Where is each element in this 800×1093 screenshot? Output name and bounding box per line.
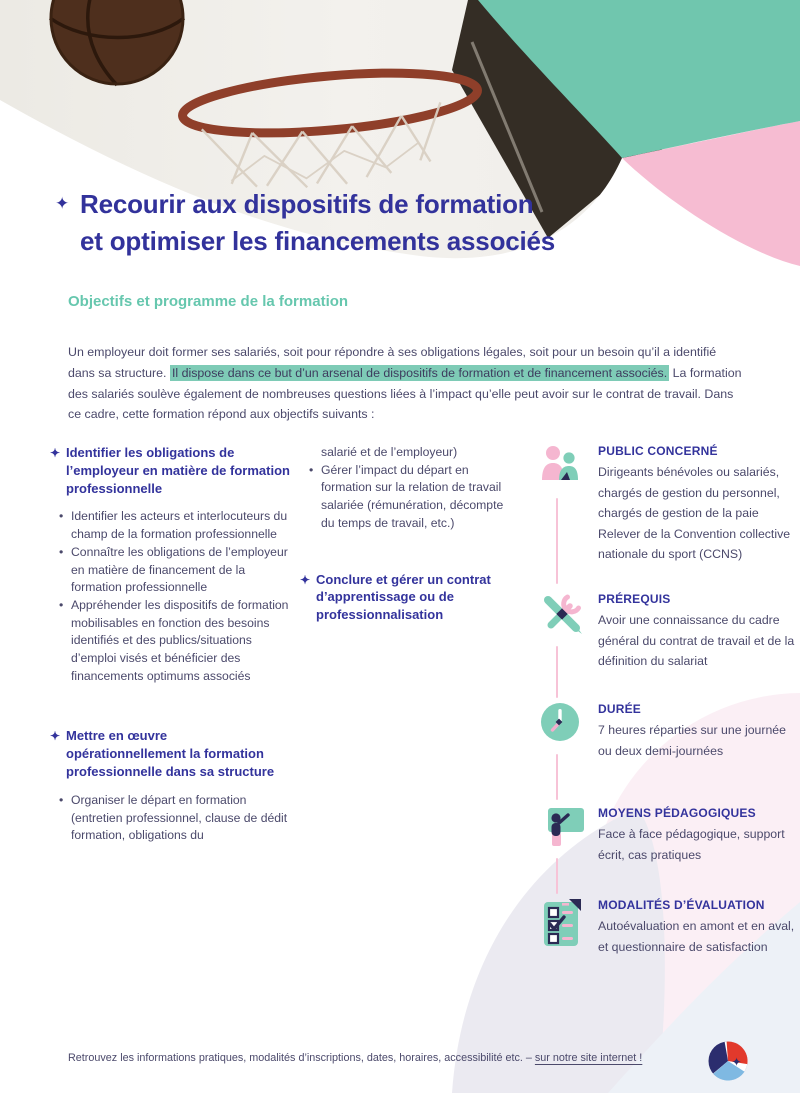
info-modalites-text: Autoévaluation en amont et en aval, et questionnaire de satisfaction: [598, 919, 795, 954]
objective-3-title: Conclure et gérer un contrat d’apprentissage ou de professionnalisation: [316, 571, 491, 623]
info-modalites: [540, 898, 796, 957]
info-moyens: [540, 806, 796, 865]
intro-highlight: Il dispose dans ce but d’un arsenal de dispositifs de formation et de financement associés.: [171, 365, 668, 380]
checklist-icon: [540, 898, 584, 950]
info-moyens-text: Face à face pédagogique, support écrit, cas pratiques: [598, 827, 785, 862]
website-link[interactable]: sur notre site internet !: [534, 1052, 643, 1064]
list-item: • Organiser le départ en formation (entretien professionnel, clause de dédit formation, obligations du: [55, 792, 290, 845]
info-public: [540, 444, 796, 565]
info-duree: [540, 702, 796, 761]
star-bullet-icon: [50, 444, 66, 497]
info-duree-text: 7 heures réparties sur une journée ou deux demi-journées: [598, 723, 786, 758]
objective-3-heading: [300, 571, 514, 624]
intro-text-after: La formation des salariés soulève également de nombreuses questions liées à l’impact qu’elle peut avoir sur le contrat de travail. Dans ce cadre, cette formation répond aux objectifs suivants :: [68, 365, 742, 422]
info-public-text1: Dirigeants bénévoles ou salariés, chargés de gestion du personnel, chargés de gestion de la paie: [598, 465, 780, 521]
info-public-label: PUBLIC CONCERNÉ: [598, 444, 718, 458]
info-modalites-label: MODALITÉS D’ÉVALUATION: [598, 898, 765, 912]
intro-paragraph: [68, 342, 744, 424]
footer-note: [68, 1052, 642, 1064]
footer-text: Retrouvez les informations pratiques, modalités d’inscriptions, dates, horaires, accessibilité etc. –: [68, 1052, 535, 1064]
info-prerequis-label: PRÉREQUIS: [598, 592, 671, 606]
list-item: • Identifier les acteurs et interlocuteurs du champ de la formation professionnelle: [55, 508, 290, 543]
list-item: • Gérer l’impact du départ en formation sur la relation de travail salariée (rémunération, décompte du temps de travail, etc.): [305, 462, 514, 533]
objective-2-heading: [50, 727, 290, 780]
tools-icon: [540, 592, 584, 636]
list-item: • Appréhender les dispositifs de formation mobilisables en fonction des besoins identifiés et des publics/situations d’emploi visés et bénéficier des financements optimums associés: [55, 597, 290, 686]
objective-1-title: Identifier les obligations de l’employeur en matière de formation professionnelle: [66, 445, 290, 496]
page-title-line1: Recourir aux dispositifs de formation: [80, 189, 534, 219]
people-icon: [540, 444, 584, 484]
section-heading: Objectifs et programme de la formation: [68, 293, 349, 310]
title-star-icon: [55, 194, 69, 214]
objective-1-bullets: [50, 508, 290, 685]
info-duree-label: DURÉE: [598, 702, 642, 716]
info-prerequis: [540, 592, 796, 672]
star-bullet-icon: [50, 727, 66, 780]
objective-1-heading: [50, 444, 290, 497]
objective-2-bullets: [50, 792, 290, 845]
program-column-2: [300, 444, 514, 624]
teacher-icon: [540, 806, 586, 848]
page-title-line2: et optimiser les financements associés: [80, 226, 556, 256]
info-prerequis-text: Avoir une connaissance du cadre général du contrat de travail et de la définition du salariat: [598, 613, 795, 669]
intro-text-before: Un employeur doit former ses salariés, soit pour répondre à ses obligations légales, soit pour un besoin qu’il a identifié dans sa structure.: [68, 345, 717, 380]
logo-star-icon: ✦: [731, 1055, 742, 1070]
star-bullet-icon: [300, 571, 316, 624]
bullet-continuation: salarié et de l’employeur): [321, 445, 458, 459]
page-title: [80, 186, 555, 260]
info-moyens-label: MOYENS PÉDAGOGIQUES: [598, 806, 756, 820]
list-item: • Connaître les obligations de l’employeur en matière de financement de la formation professionnelle: [55, 544, 290, 597]
program-column-1: [50, 444, 290, 845]
organization-logo: [704, 1037, 752, 1085]
clock-icon: [540, 702, 580, 742]
info-public-text2: Relever de la Convention collective nationale du sport (CCNS): [598, 526, 791, 562]
objective-2-title: Mettre en œuvre opérationnellement la formation professionnelle dans sa structure: [66, 728, 275, 780]
